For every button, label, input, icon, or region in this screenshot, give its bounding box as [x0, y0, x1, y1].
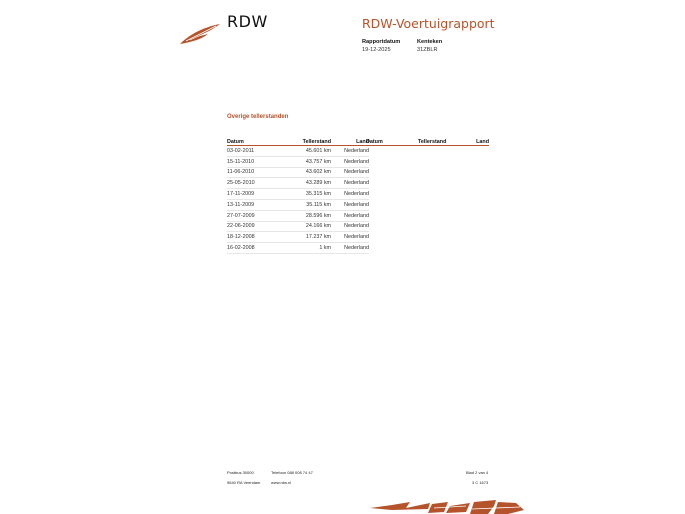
table-header-row [227, 137, 369, 146]
cell-tellerstand: 28.596 km [271, 210, 331, 221]
cell-land: Nederland [331, 167, 369, 178]
rapportdatum-value: 19-12-2025 [362, 47, 391, 53]
cell-datum: 11-06-2010 [227, 167, 271, 178]
column-header-land: Land [458, 137, 489, 146]
table-row [227, 210, 369, 221]
cell-datum: 22-06-2009 [227, 221, 271, 232]
cell-datum: 03-02-2011 [227, 146, 271, 157]
cell-tellerstand: 35.315 km [271, 189, 331, 200]
footer-plaats: 9640 RA Veendam [227, 480, 261, 485]
table-row [227, 232, 369, 243]
odometer-table-right [366, 137, 489, 146]
brand-name: RDW [227, 12, 268, 31]
table-row [227, 156, 369, 167]
footer-page-number: Blad 2 van 4 [466, 470, 489, 475]
kenteken-label: Kenteken [417, 39, 443, 45]
table-row [227, 167, 369, 178]
column-header-land: Land [331, 137, 369, 146]
cell-tellerstand: 24.166 km [271, 221, 331, 232]
footer-code: 3 C 1673 [472, 480, 489, 485]
column-header-tellerstand: Tellerstand [271, 137, 331, 146]
cell-tellerstand: 35.115 km [271, 199, 331, 210]
cell-datum: 15-11-2010 [227, 156, 271, 167]
cell-land: Nederland [331, 189, 369, 200]
cell-tellerstand: 43.757 km [271, 156, 331, 167]
odometer-table-left [227, 137, 369, 254]
cell-land: Nederland [331, 199, 369, 210]
footer-website: www.rdw.nl [271, 480, 292, 485]
cell-tellerstand: 1 km [271, 243, 331, 254]
table-row [227, 146, 369, 157]
cell-datum: 27-07-2009 [227, 210, 271, 221]
cell-land: Nederland [331, 243, 369, 254]
cell-land: Nederland [331, 178, 369, 189]
table-row [227, 221, 369, 232]
rdw-logo-icon [178, 20, 222, 46]
cell-land: Nederland [331, 232, 369, 243]
table-row [227, 199, 369, 210]
cell-land: Nederland [331, 221, 369, 232]
cell-land: Nederland [331, 146, 369, 157]
cell-land: Nederland [331, 210, 369, 221]
cell-datum: 17-11-2009 [227, 189, 271, 200]
cell-tellerstand: 43.289 km [271, 178, 331, 189]
table-header-row [366, 137, 489, 146]
cell-datum: 13-11-2009 [227, 199, 271, 210]
rapportdatum-label: Rapportdatum [362, 39, 401, 45]
cell-tellerstand: 43.602 km [271, 167, 331, 178]
footer-postbus: Postbus 30000 [227, 470, 254, 475]
rdw-stripes-graphic [370, 500, 530, 514]
cell-datum: 16-02-2008 [227, 243, 271, 254]
section-title: Overige tellerstanden [227, 114, 289, 120]
cell-tellerstand: 45.601 km [271, 146, 331, 157]
footer-telefoon: Telefoon 088 008 74 47 [271, 470, 313, 475]
cell-land: Nederland [331, 156, 369, 167]
cell-datum: 25-05-2010 [227, 178, 271, 189]
cell-tellerstand: 17.237 km [271, 232, 331, 243]
column-header-datum: Datum [366, 137, 410, 146]
table-row [227, 178, 369, 189]
cell-datum: 18-12-2008 [227, 232, 271, 243]
kenteken-value: 31ZBLR [417, 47, 438, 53]
column-header-tellerstand: Tellerstand [410, 137, 458, 146]
report-title: RDW-Voertuigrapport [362, 16, 495, 31]
table-row [227, 189, 369, 200]
column-header-datum: Datum [227, 137, 271, 146]
table-row [227, 243, 369, 254]
